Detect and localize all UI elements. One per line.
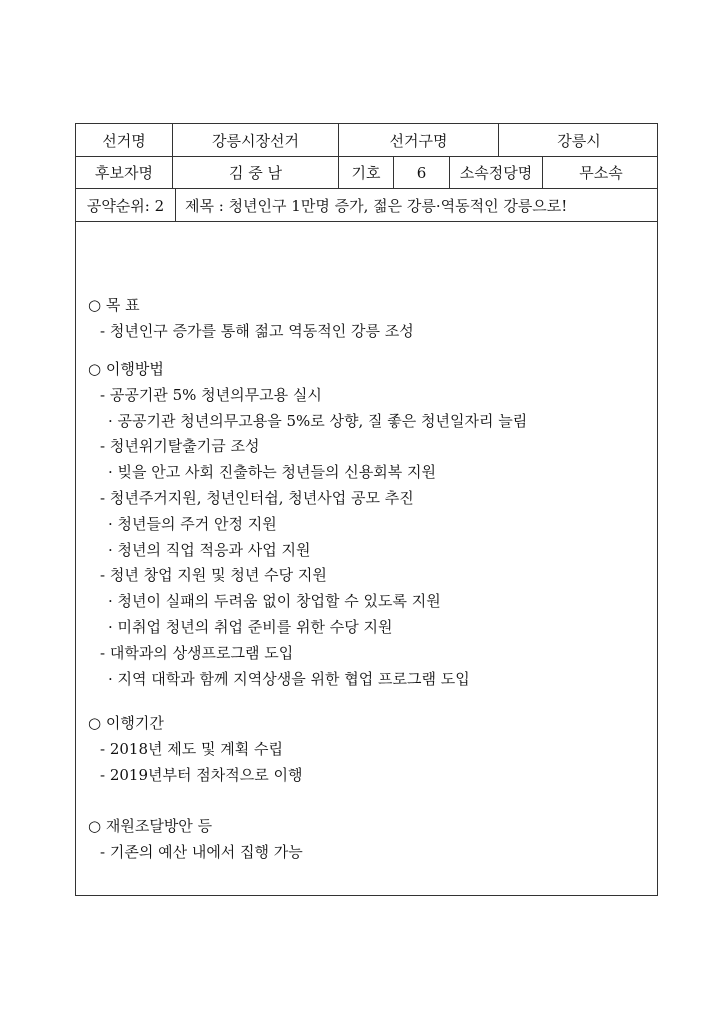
list-item: - 2018년 제도 및 계획 수립 xyxy=(100,739,284,758)
list-item: - 청년 창업 지원 및 청년 수당 지원 xyxy=(100,566,327,585)
number-value: 6 xyxy=(394,157,450,188)
party-label: 소속정당명 xyxy=(450,157,543,188)
sub-item: · 청년이 실패의 두려움 없이 창업할 수 있도록 지원 xyxy=(108,592,441,611)
header-row-title xyxy=(76,189,657,222)
list-item: - 공공기관 5% 청년의무고용 실시 xyxy=(100,385,322,404)
sub-item: · 청년의 직업 적응과 사업 지원 xyxy=(108,540,311,559)
section-heading: ○ 재원조달방안 등 xyxy=(88,817,213,835)
sub-item: · 공공기관 청년의무고용을 5%로 상향, 질 좋은 청년일자리 늘림 xyxy=(108,411,528,430)
section-heading: ○ 이행방법 xyxy=(88,360,164,378)
number-label: 기호 xyxy=(339,157,394,188)
list-item: - 청년주거지원, 청년인터쉽, 청년사업 공모 추진 xyxy=(100,489,414,507)
party-value: 무소속 xyxy=(579,164,623,182)
sub-item: · 미취업 청년의 취업 준비를 위한 수당 지원 xyxy=(108,618,393,636)
candidate-value: 김 중 남 xyxy=(173,157,339,188)
pledge-body xyxy=(76,222,657,897)
pledge-rank: 공약순위: 2 xyxy=(76,189,176,221)
header-row-candidate xyxy=(76,157,657,189)
sub-item: · 빚을 안고 사회 진출하는 청년들의 신용회복 지원 xyxy=(108,463,436,482)
election-label: 선거명 xyxy=(76,124,173,156)
candidate-label: 후보자명 xyxy=(76,157,173,188)
pledge-title: 제목 : 청년인구 1만명 증가, 젊은 강릉·역동적인 강릉으로! xyxy=(185,196,568,215)
district-value: 강릉시 xyxy=(557,131,601,150)
sub-item: · 지역 대학과 함께 지역상생을 위한 협업 프로그램 도입 xyxy=(108,669,470,688)
list-item: - 청년인구 증가를 통해 젊고 역동적인 강릉 조성 xyxy=(100,321,414,340)
district-label: 선거구명 xyxy=(339,124,499,156)
pledge-document xyxy=(75,123,658,896)
sub-item: · 청년들의 주거 안정 지원 xyxy=(108,514,277,533)
section-heading: ○ 목 표 xyxy=(88,296,140,314)
election-value: 강릉시장선거 xyxy=(173,124,339,156)
list-item: - 기존의 예산 내에서 집행 가능 xyxy=(100,842,303,861)
list-item: - 청년위기탈출기금 조성 xyxy=(100,437,260,456)
header-row-election xyxy=(76,124,657,157)
section-heading: ○ 이행기간 xyxy=(88,714,164,732)
list-item: - 대학과의 상생프로그램 도입 xyxy=(100,643,294,662)
list-item: - 2019년부터 점차적으로 이행 xyxy=(100,765,303,784)
